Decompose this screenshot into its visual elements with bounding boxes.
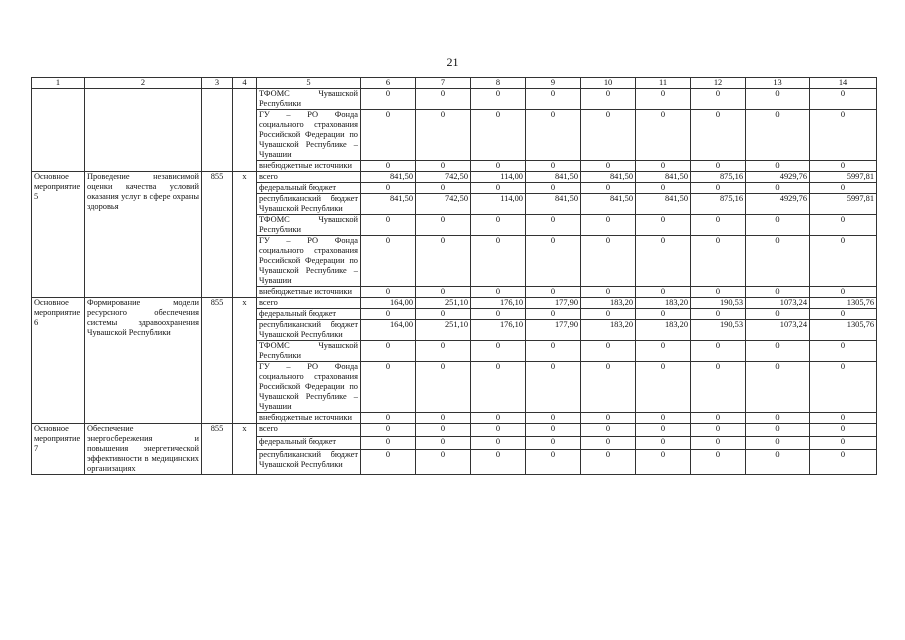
value-cell-10: 0 bbox=[581, 424, 636, 437]
header-cell-11: 11 bbox=[636, 78, 691, 89]
value-cell-14: 5997,81 bbox=[810, 194, 877, 215]
cont-grbs-cell bbox=[202, 89, 233, 172]
value-cell-14: 1305,76 bbox=[810, 320, 877, 341]
value-cell-11: 0 bbox=[636, 236, 691, 287]
value-cell-13: 0 bbox=[746, 161, 810, 172]
value-cell-11: 0 bbox=[636, 215, 691, 236]
value-cell-12: 0 bbox=[691, 424, 746, 437]
funding-source-cell: республиканский бюджет Чувашской Республики bbox=[257, 450, 361, 475]
cont-name-cell bbox=[85, 89, 202, 172]
value-cell-6: 0 bbox=[361, 287, 416, 298]
value-cell-9: 841,50 bbox=[526, 172, 581, 183]
value-cell-13: 0 bbox=[746, 413, 810, 424]
value-cell-9: 0 bbox=[526, 362, 581, 413]
event-row bbox=[32, 424, 877, 437]
funding-source-cell: ГУ – РО Фонда социального страхования Российской Федерации по Чувашской Республике – Чувашии bbox=[257, 236, 361, 287]
event-row bbox=[32, 298, 877, 309]
value-cell-8: 0 bbox=[471, 110, 526, 161]
value-cell-6: 164,00 bbox=[361, 320, 416, 341]
header-cell-10: 10 bbox=[581, 78, 636, 89]
header-cell-4: 4 bbox=[233, 78, 257, 89]
value-cell-9: 177,90 bbox=[526, 298, 581, 309]
value-cell-12: 0 bbox=[691, 413, 746, 424]
funding-source-cell: ТФОМС Чувашской Республики bbox=[257, 89, 361, 110]
value-cell-8: 0 bbox=[471, 161, 526, 172]
value-cell-13: 1073,24 bbox=[746, 320, 810, 341]
value-cell-8: 0 bbox=[471, 424, 526, 437]
value-cell-8: 0 bbox=[471, 287, 526, 298]
funding-source-cell: ГУ – РО Фонда социального страхования Российской Федерации по Чувашской Республике – Чувашии bbox=[257, 110, 361, 161]
funding-source-cell: ГУ – РО Фонда социального страхования Российской Федерации по Чувашской Республике – Чувашии bbox=[257, 362, 361, 413]
value-cell-10: 0 bbox=[581, 437, 636, 450]
value-cell-13: 0 bbox=[746, 437, 810, 450]
header-cell-2: 2 bbox=[85, 78, 202, 89]
value-cell-9: 841,50 bbox=[526, 194, 581, 215]
value-cell-11: 0 bbox=[636, 413, 691, 424]
value-cell-8: 0 bbox=[471, 215, 526, 236]
value-cell-6: 164,00 bbox=[361, 298, 416, 309]
value-cell-9: 0 bbox=[526, 450, 581, 475]
value-cell-13: 0 bbox=[746, 89, 810, 110]
value-cell-6: 841,50 bbox=[361, 194, 416, 215]
value-cell-10: 841,50 bbox=[581, 194, 636, 215]
value-cell-8: 0 bbox=[471, 183, 526, 194]
funding-source-cell: ТФОМС Чувашской Республики bbox=[257, 341, 361, 362]
value-cell-13: 0 bbox=[746, 450, 810, 475]
value-cell-14: 0 bbox=[810, 362, 877, 413]
value-cell-14: 1305,76 bbox=[810, 298, 877, 309]
value-cell-14: 0 bbox=[810, 413, 877, 424]
header-cell-9: 9 bbox=[526, 78, 581, 89]
funding-source-cell: внебюджетные источники bbox=[257, 413, 361, 424]
x-cell: x bbox=[233, 298, 257, 424]
value-cell-7: 0 bbox=[416, 341, 471, 362]
value-cell-9: 0 bbox=[526, 309, 581, 320]
value-cell-8: 114,00 bbox=[471, 172, 526, 183]
value-cell-6: 0 bbox=[361, 341, 416, 362]
funding-source-cell: федеральный бюджет bbox=[257, 309, 361, 320]
value-cell-11: 0 bbox=[636, 341, 691, 362]
value-cell-12: 0 bbox=[691, 450, 746, 475]
value-cell-10: 0 bbox=[581, 236, 636, 287]
value-cell-6: 0 bbox=[361, 413, 416, 424]
value-cell-13: 0 bbox=[746, 362, 810, 413]
value-cell-9: 0 bbox=[526, 183, 581, 194]
value-cell-13: 0 bbox=[746, 183, 810, 194]
header-cell-1: 1 bbox=[32, 78, 85, 89]
value-cell-10: 0 bbox=[581, 110, 636, 161]
value-cell-7: 0 bbox=[416, 110, 471, 161]
value-cell-7: 0 bbox=[416, 424, 471, 437]
value-cell-13: 0 bbox=[746, 215, 810, 236]
funding-source-cell: республиканский бюджет Чувашской Республики bbox=[257, 194, 361, 215]
header-cell-14: 14 bbox=[810, 78, 877, 89]
value-cell-10: 0 bbox=[581, 215, 636, 236]
event-code-cell: Основное мероприятие 5 bbox=[32, 172, 85, 298]
value-cell-6: 0 bbox=[361, 236, 416, 287]
value-cell-9: 177,90 bbox=[526, 320, 581, 341]
value-cell-9: 0 bbox=[526, 413, 581, 424]
event-code-cell: Основное мероприятие 6 bbox=[32, 298, 85, 424]
value-cell-8: 0 bbox=[471, 341, 526, 362]
value-cell-12: 0 bbox=[691, 215, 746, 236]
value-cell-10: 0 bbox=[581, 362, 636, 413]
value-cell-11: 841,50 bbox=[636, 194, 691, 215]
value-cell-10: 0 bbox=[581, 287, 636, 298]
value-cell-10: 0 bbox=[581, 450, 636, 475]
value-cell-11: 0 bbox=[636, 437, 691, 450]
value-cell-13: 0 bbox=[746, 236, 810, 287]
value-cell-14: 0 bbox=[810, 236, 877, 287]
value-cell-13: 0 bbox=[746, 424, 810, 437]
value-cell-12: 875,16 bbox=[691, 194, 746, 215]
value-cell-9: 0 bbox=[526, 89, 581, 110]
value-cell-14: 0 bbox=[810, 215, 877, 236]
value-cell-8: 0 bbox=[471, 437, 526, 450]
value-cell-12: 0 bbox=[691, 309, 746, 320]
value-cell-6: 841,50 bbox=[361, 172, 416, 183]
grbs-cell: 855 bbox=[202, 424, 233, 475]
value-cell-9: 0 bbox=[526, 341, 581, 362]
value-cell-11: 0 bbox=[636, 362, 691, 413]
event-name-cell: Обеспечение энергосбережения и повышения энергетической эффективности в медицинских организациях bbox=[85, 424, 202, 475]
value-cell-13: 1073,24 bbox=[746, 298, 810, 309]
value-cell-12: 190,53 bbox=[691, 320, 746, 341]
value-cell-7: 742,50 bbox=[416, 194, 471, 215]
value-cell-10: 841,50 bbox=[581, 172, 636, 183]
value-cell-12: 0 bbox=[691, 362, 746, 413]
value-cell-6: 0 bbox=[361, 424, 416, 437]
value-cell-13: 4929,76 bbox=[746, 194, 810, 215]
value-cell-14: 0 bbox=[810, 309, 877, 320]
value-cell-7: 0 bbox=[416, 236, 471, 287]
value-cell-9: 0 bbox=[526, 287, 581, 298]
value-cell-11: 0 bbox=[636, 89, 691, 110]
event-code-cell: Основное мероприятие 7 bbox=[32, 424, 85, 475]
value-cell-12: 0 bbox=[691, 183, 746, 194]
value-cell-13: 4929,76 bbox=[746, 172, 810, 183]
value-cell-6: 0 bbox=[361, 362, 416, 413]
value-cell-9: 0 bbox=[526, 110, 581, 161]
value-cell-14: 0 bbox=[810, 450, 877, 475]
value-cell-12: 0 bbox=[691, 287, 746, 298]
value-cell-11: 0 bbox=[636, 450, 691, 475]
value-cell-14: 0 bbox=[810, 341, 877, 362]
value-cell-11: 0 bbox=[636, 110, 691, 161]
value-cell-9: 0 bbox=[526, 437, 581, 450]
value-cell-7: 742,50 bbox=[416, 172, 471, 183]
value-cell-8: 0 bbox=[471, 89, 526, 110]
value-cell-9: 0 bbox=[526, 161, 581, 172]
value-cell-14: 0 bbox=[810, 424, 877, 437]
grbs-cell: 855 bbox=[202, 298, 233, 424]
budget-table-body bbox=[32, 78, 877, 475]
header-cell-8: 8 bbox=[471, 78, 526, 89]
value-cell-6: 0 bbox=[361, 309, 416, 320]
value-cell-14: 0 bbox=[810, 161, 877, 172]
value-cell-10: 0 bbox=[581, 309, 636, 320]
value-cell-7: 0 bbox=[416, 215, 471, 236]
value-cell-10: 0 bbox=[581, 89, 636, 110]
header-cell-3: 3 bbox=[202, 78, 233, 89]
value-cell-10: 0 bbox=[581, 341, 636, 362]
value-cell-10: 0 bbox=[581, 413, 636, 424]
value-cell-11: 183,20 bbox=[636, 298, 691, 309]
value-cell-7: 0 bbox=[416, 413, 471, 424]
value-cell-10: 183,20 bbox=[581, 320, 636, 341]
value-cell-7: 0 bbox=[416, 450, 471, 475]
value-cell-11: 0 bbox=[636, 309, 691, 320]
header-cell-5: 5 bbox=[257, 78, 361, 89]
value-cell-12: 0 bbox=[691, 110, 746, 161]
funding-source-cell: всего bbox=[257, 298, 361, 309]
value-cell-11: 841,50 bbox=[636, 172, 691, 183]
funding-source-cell: всего bbox=[257, 172, 361, 183]
value-cell-12: 0 bbox=[691, 341, 746, 362]
value-cell-12: 0 bbox=[691, 437, 746, 450]
header-cell-12: 12 bbox=[691, 78, 746, 89]
value-cell-13: 0 bbox=[746, 110, 810, 161]
grbs-cell: 855 bbox=[202, 172, 233, 298]
page-number: 21 bbox=[446, 55, 459, 69]
event-name-cell: Формирование модели ресурсного обеспечения системы здравоохранения Чувашской Республики bbox=[85, 298, 202, 424]
value-cell-9: 0 bbox=[526, 215, 581, 236]
value-cell-8: 0 bbox=[471, 450, 526, 475]
value-cell-13: 0 bbox=[746, 287, 810, 298]
value-cell-6: 0 bbox=[361, 450, 416, 475]
value-cell-7: 0 bbox=[416, 437, 471, 450]
funding-source-cell: всего bbox=[257, 424, 361, 437]
value-cell-8: 0 bbox=[471, 309, 526, 320]
value-cell-7: 251,10 bbox=[416, 298, 471, 309]
value-cell-14: 0 bbox=[810, 287, 877, 298]
value-cell-7: 0 bbox=[416, 183, 471, 194]
funding-source-cell: внебюджетные источники bbox=[257, 287, 361, 298]
value-cell-14: 0 bbox=[810, 110, 877, 161]
value-cell-12: 190,53 bbox=[691, 298, 746, 309]
value-cell-8: 114,00 bbox=[471, 194, 526, 215]
value-cell-10: 0 bbox=[581, 183, 636, 194]
header-cell-13: 13 bbox=[746, 78, 810, 89]
header-cell-7: 7 bbox=[416, 78, 471, 89]
funding-source-cell: федеральный бюджет bbox=[257, 183, 361, 194]
value-cell-9: 0 bbox=[526, 236, 581, 287]
value-cell-14: 0 bbox=[810, 183, 877, 194]
value-cell-6: 0 bbox=[361, 437, 416, 450]
value-cell-8: 0 bbox=[471, 362, 526, 413]
funding-source-cell: внебюджетные источники bbox=[257, 161, 361, 172]
funding-source-cell: ТФОМС Чувашской Республики bbox=[257, 215, 361, 236]
funding-source-cell: республиканский бюджет Чувашской Республики bbox=[257, 320, 361, 341]
value-cell-13: 0 bbox=[746, 341, 810, 362]
header-cell-6: 6 bbox=[361, 78, 416, 89]
value-cell-14: 0 bbox=[810, 89, 877, 110]
source-row bbox=[32, 89, 877, 110]
value-cell-8: 0 bbox=[471, 413, 526, 424]
value-cell-11: 0 bbox=[636, 161, 691, 172]
value-cell-8: 176,10 bbox=[471, 320, 526, 341]
value-cell-7: 0 bbox=[416, 309, 471, 320]
value-cell-7: 0 bbox=[416, 362, 471, 413]
value-cell-12: 0 bbox=[691, 236, 746, 287]
value-cell-12: 0 bbox=[691, 89, 746, 110]
value-cell-6: 0 bbox=[361, 215, 416, 236]
value-cell-11: 183,20 bbox=[636, 320, 691, 341]
value-cell-13: 0 bbox=[746, 309, 810, 320]
value-cell-7: 0 bbox=[416, 89, 471, 110]
value-cell-6: 0 bbox=[361, 161, 416, 172]
value-cell-14: 0 bbox=[810, 437, 877, 450]
value-cell-11: 0 bbox=[636, 287, 691, 298]
value-cell-7: 0 bbox=[416, 161, 471, 172]
event-name-cell: Проведение независимой оценки качества условий оказания услуг в сфере охраны здоровья bbox=[85, 172, 202, 298]
value-cell-10: 183,20 bbox=[581, 298, 636, 309]
value-cell-11: 0 bbox=[636, 424, 691, 437]
value-cell-8: 176,10 bbox=[471, 298, 526, 309]
value-cell-12: 875,16 bbox=[691, 172, 746, 183]
value-cell-6: 0 bbox=[361, 110, 416, 161]
value-cell-9: 0 bbox=[526, 424, 581, 437]
header-row bbox=[32, 78, 877, 89]
cont-x-cell bbox=[233, 89, 257, 172]
event-row bbox=[32, 172, 877, 183]
value-cell-7: 251,10 bbox=[416, 320, 471, 341]
budget-table bbox=[31, 77, 877, 475]
value-cell-12: 0 bbox=[691, 161, 746, 172]
value-cell-11: 0 bbox=[636, 183, 691, 194]
value-cell-14: 5997,81 bbox=[810, 172, 877, 183]
value-cell-6: 0 bbox=[361, 183, 416, 194]
value-cell-7: 0 bbox=[416, 287, 471, 298]
cont-code-cell bbox=[32, 89, 85, 172]
value-cell-6: 0 bbox=[361, 89, 416, 110]
value-cell-10: 0 bbox=[581, 161, 636, 172]
x-cell: x bbox=[233, 424, 257, 475]
value-cell-8: 0 bbox=[471, 236, 526, 287]
funding-source-cell: федеральный бюджет bbox=[257, 437, 361, 450]
x-cell: x bbox=[233, 172, 257, 298]
